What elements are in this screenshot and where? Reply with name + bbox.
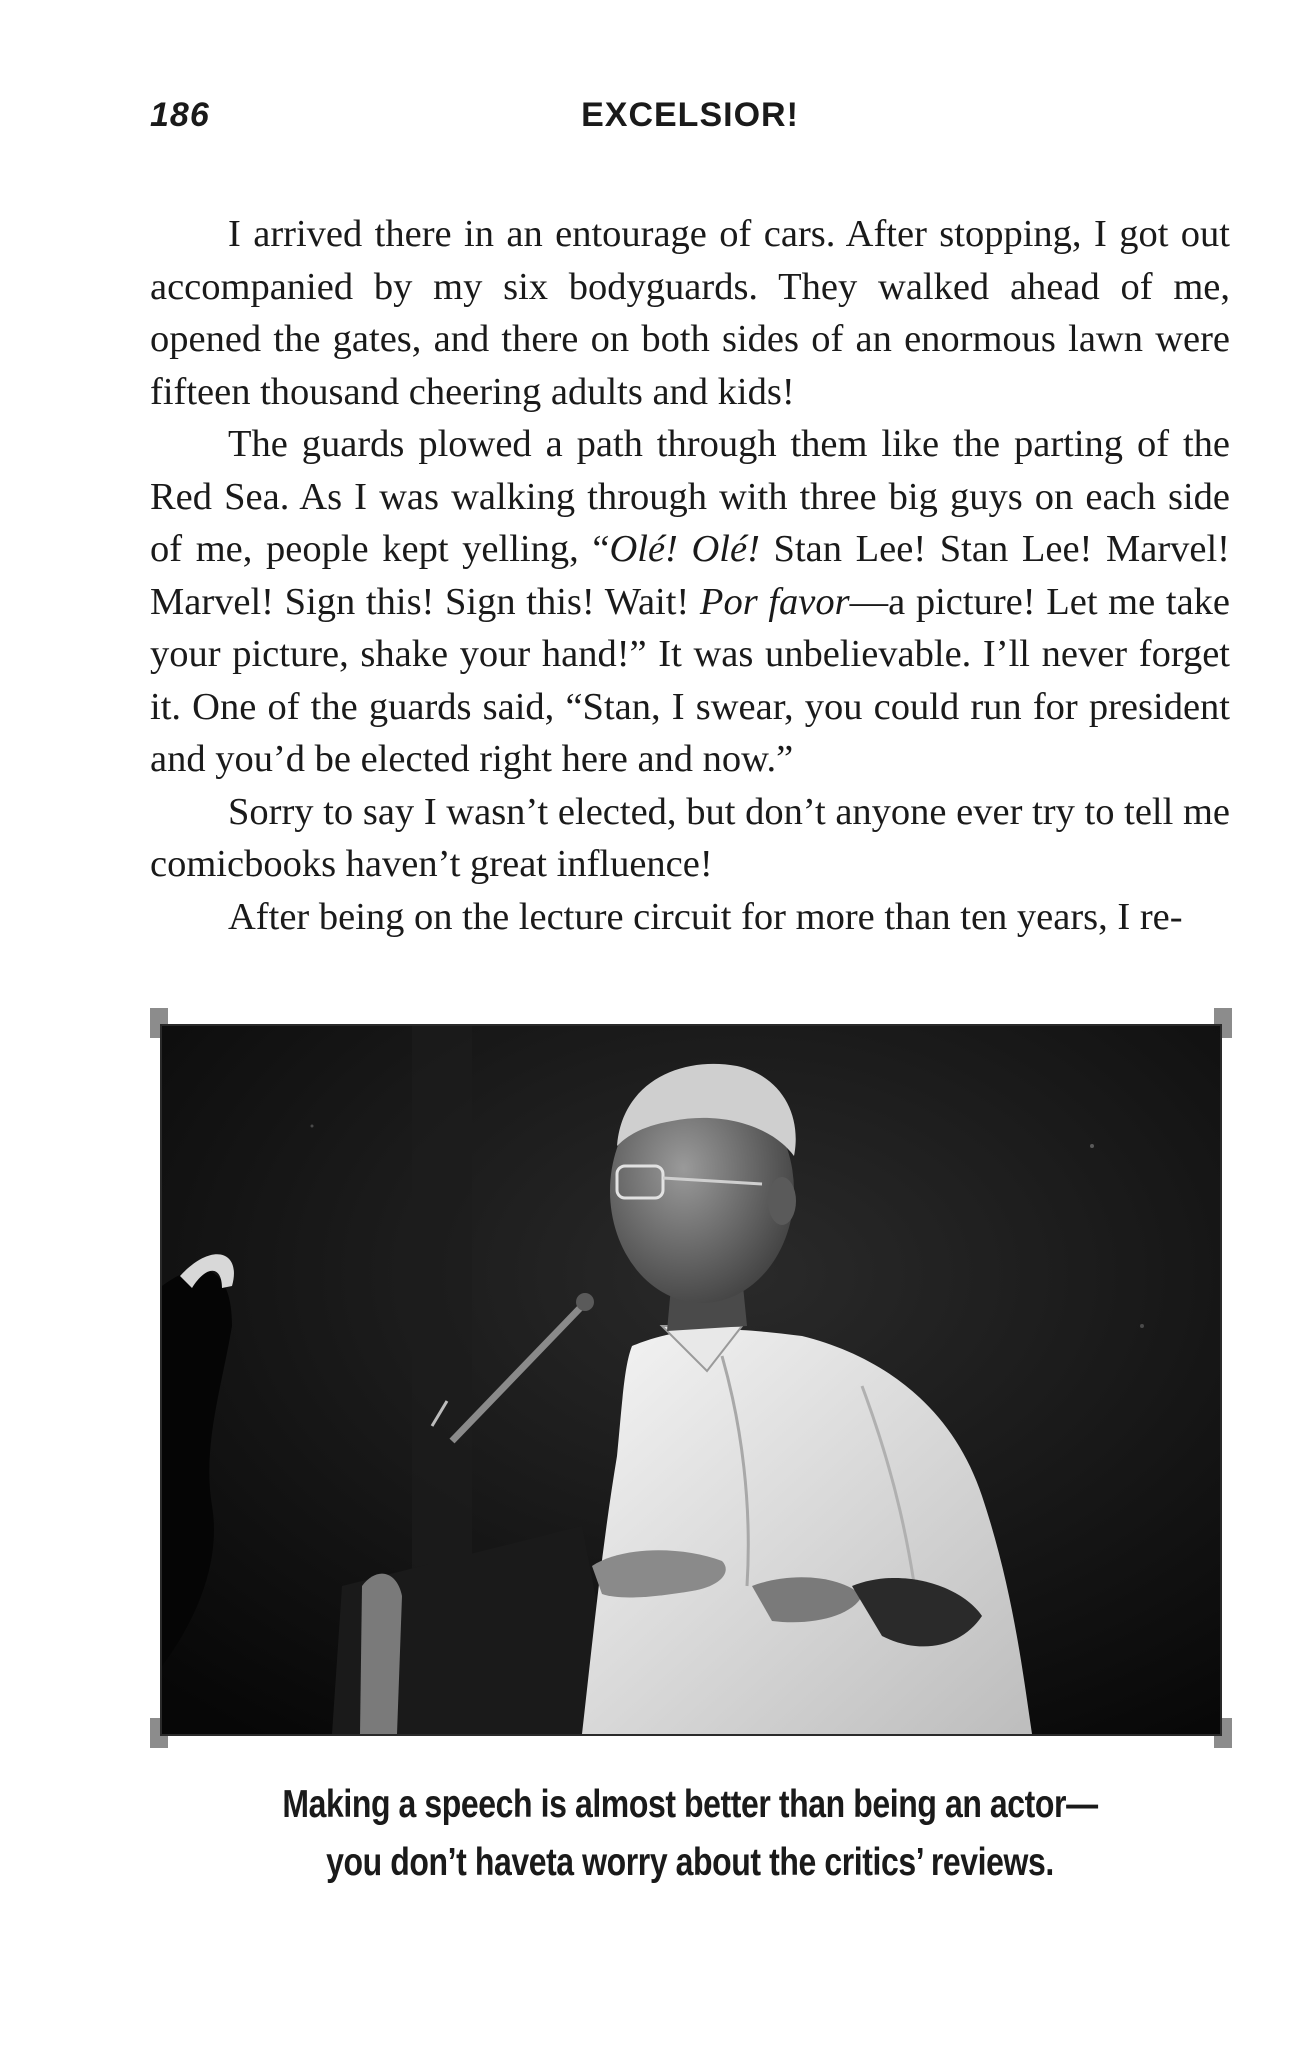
paragraph-3: Sorry to say I wasn’t elected, but don’t anyone ever try to tell me comicbooks haven’t great influence! [150, 790, 1230, 885]
speaker-photo [160, 1024, 1222, 1736]
caption-line-2: you don’t haveta worry about the critics’ reviews. [326, 1841, 1054, 1884]
running-head [150, 96, 1230, 146]
paragraph-4: After being on the lecture circuit for more than ten years, I re- [228, 895, 1183, 938]
paragraph-2: The guards plowed a path through them like the parting of the Red Sea. As I was walking through with three big guys on each side of me, people kept yelling, “Olé! Olé! Stan Lee! Stan Lee! Marvel! Marvel! Sign this! Sign this! Wait! Por favor—a picture! Let me take your picture, shake your hand!” It was unbelievable. I’ll never forget it. One of the guards said, “Stan, I swear, you could run for president and you’d be elected right here and now.” [150, 423, 1230, 780]
caption-line-1: Making a speech is almost better than being an actor— [282, 1783, 1098, 1826]
paragraph-1: I arrived there in an entourage of cars. After stopping, I got out accompanied by my six bodyguards. They walked ahead of me, opened the gates, and there on both sides of an enormous lawn were fifteen thousand cheering adults and kids! [150, 213, 1230, 413]
page-number: 186 [150, 96, 210, 134]
photo-caption [247, 1776, 1133, 1892]
speaker-photo-illustration [162, 1026, 1220, 1734]
book-title: EXCELSIOR! [581, 96, 799, 134]
photo-frame [150, 1008, 1232, 1748]
body-text [150, 208, 1230, 943]
